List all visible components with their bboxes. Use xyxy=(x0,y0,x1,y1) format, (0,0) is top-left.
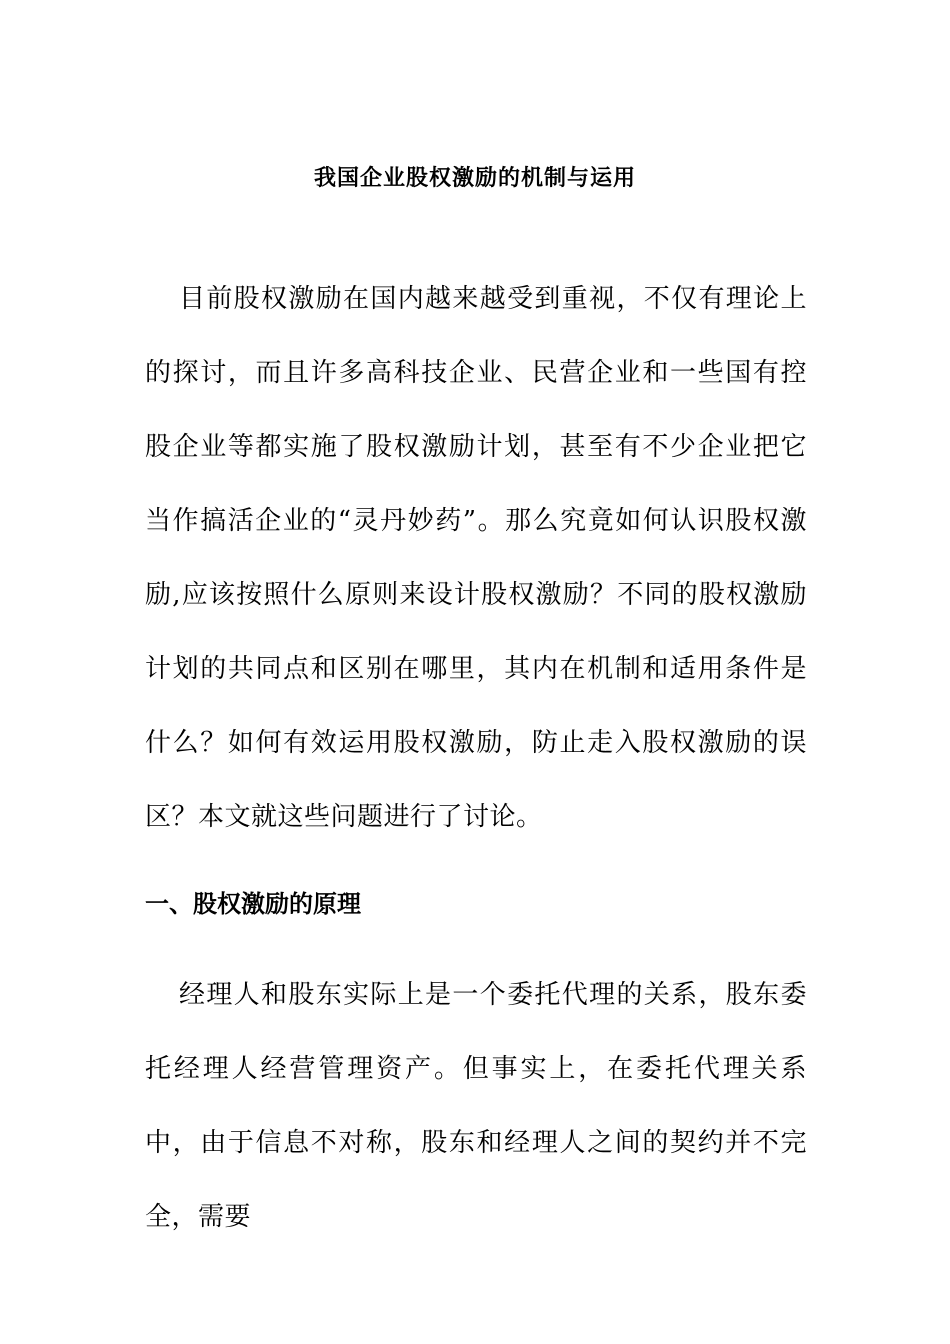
document-title: 我国企业股权激励的机制与运用 xyxy=(313,165,636,191)
intro-paragraph: 目前股权激励在国内越来越受到重视，不仅有理论上的探讨，而且许多高科技企业、民营企业和一些国有控股企业等都实施了股权激励计划，甚至有不少企业把它当作搞活企业的“灵丹妙药”。那么究竟如何认识股权激励,应该按照什么原则来设计股权激励？不同的股权激励计划的共同点和区别在哪里，其内在机制和适用条件是什么？如何有效运用股权激励，防止走入股权激励的误区？本文就这些问题进行了讨论。 xyxy=(145,284,807,832)
body-paragraph: 经理人和股东实际上是一个委托代理的关系，股东委托经理人经营管理资产。但事实上，在委托代理关系中，由于信息不对称，股东和经理人之间的契约并不完全，需要 xyxy=(145,980,807,1232)
section-heading: 一、股权激励的原理 xyxy=(145,890,361,918)
